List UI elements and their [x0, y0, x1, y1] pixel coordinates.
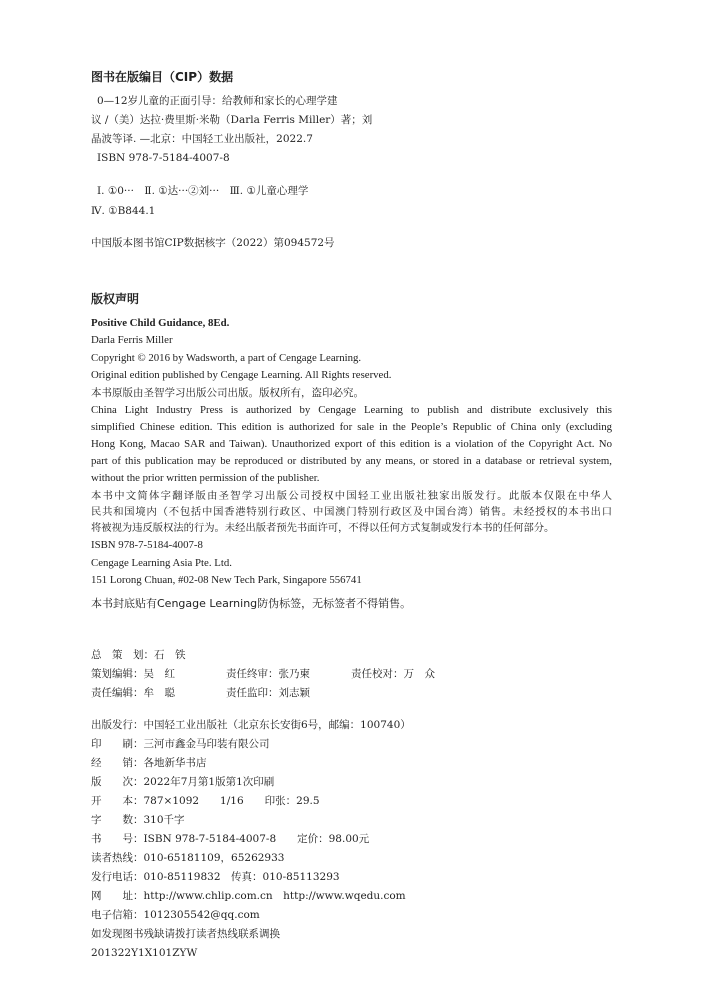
anti-counterfeit-notice: 本书封底贴有Cengage Learning防伪标签，无标签者不得销售。 — [91, 597, 412, 610]
planning-editor: 策划编辑：吴 红 — [91, 668, 175, 680]
copyright-heading: 版权声明 — [91, 292, 140, 306]
cn-authorization-line-3: 将被视为违反版权法的行为。未经出版者预先书面许可，不得以任何方式复制或发行本书的任何部分。 — [91, 522, 555, 534]
pub-defect-notice: 如发现图书残缺请拨打读者热线联系调换 — [91, 928, 280, 940]
cip-class-line-1: Ⅰ. ①0··· Ⅱ. ①达···②刘··· Ⅲ. ①儿童心理学 — [97, 185, 309, 197]
book-author: Darla Ferris Miller — [91, 334, 173, 346]
publisher-address: 151 Lorong Chuan, #02-08 New Tech Park, Singapore 556741 — [91, 574, 362, 586]
final-reviewer: 责任终审：张乃柬 — [226, 668, 310, 680]
cip-heading: 图书在版编目（CIP）数据 — [91, 70, 234, 84]
pub-sales-phone: 发行电话：010-85119832 传真：010-85113293 — [91, 871, 340, 883]
responsible-editor: 责任编辑：牟 聪 — [91, 687, 175, 699]
staff-row-3 — [91, 684, 310, 703]
pub-format: 开 本：787×1092 1/16 印张：29.5 — [91, 795, 320, 807]
cip-entry-line-3: 晶波等译. —北京：中国轻工业出版社，2022.7 — [91, 133, 313, 145]
original-edition-line: Original edition published by Cengage Learning. All Rights reserved. — [91, 369, 392, 381]
en-authorization-line-3: Hong Kong, Macao SAR and Taiwan). Unauthorized export of this edition is a violation of the Copyright Act. No — [91, 438, 612, 450]
pub-word-count: 字 数：310千字 — [91, 814, 185, 826]
cip-number: 中国版本图书馆CIP数据核字（2022）第094572号 — [91, 237, 335, 249]
proofreader: 责任校对：万 众 — [351, 668, 435, 680]
pub-isbn-price: 书 号：ISBN 978-7-5184-4007-8 定价：98.00元 — [91, 833, 370, 845]
cip-entry-line-2: 议 /（美）达拉·费里斯·米勒（Darla Ferris Miller）著；刘 — [91, 114, 373, 126]
book-title: Positive Child Guidance, 8Ed. — [91, 317, 230, 329]
pub-seller: 经 销：各地新华书店 — [91, 757, 207, 769]
cn-authorization-line-2: 民共和国境内（不包括中国香港特别行政区、中国澳门特别行政区及中国台湾）销售。未经授权的本书出口 — [91, 506, 612, 518]
cip-entry-line-1: 0—12岁儿童的正面引导：给教师和家长的心理学建 — [97, 95, 338, 107]
cn-authorization-line-1: 本书中文简体字翻译版由圣智学习出版公司授权中国轻工业出版社独家出版发行。此版本仅限在中华人 — [91, 490, 612, 502]
en-authorization-line-1: China Light Industry Press is authorized by Cengage Learning to publish and distribute exclusively this — [91, 404, 612, 416]
pub-code: 201322Y1X101ZYW — [91, 947, 198, 959]
staff-row-2 — [91, 665, 435, 684]
pub-printer: 印 刷：三河市鑫金马印装有限公司 — [91, 738, 270, 750]
publisher-name: Cengage Learning Asia Pte. Ltd. — [91, 557, 232, 569]
copyright-isbn: ISBN 978-7-5184-4007-8 — [91, 539, 203, 551]
copyright-line: Copyright © 2016 by Wadsworth, a part of Cengage Learning. — [91, 352, 362, 364]
staff-row-1 — [91, 646, 186, 665]
pub-website: 网 址：http://www.chlip.com.cn http://www.wqedu.com — [91, 890, 406, 902]
pub-email: 电子信箱：1012305542@qq.com — [91, 909, 260, 921]
pub-reader-hotline: 读者热线：010-65181109，65262933 — [91, 852, 285, 864]
chief-planner: 总 策 划：石 铁 — [91, 649, 186, 661]
en-authorization-line-2: simplified Chinese edition. This edition is authorized for sale in the People’s Republic of China only (excluding — [91, 421, 612, 433]
cip-isbn: ISBN 978-7-5184-4007-8 — [97, 152, 230, 164]
en-authorization-line-5: without the prior written permission of the publisher. — [91, 472, 320, 484]
cn-original-notice: 本书原版由圣智学习出版公司出版。版权所有，盗印必究。 — [91, 387, 364, 399]
print-supervisor: 责任监印：刘志颖 — [226, 687, 310, 699]
cip-class-line-2: Ⅳ. ①B844.1 — [91, 205, 156, 217]
en-authorization-line-4: part of this publication may be reproduced or distributed by any means, or stored in a database or retrieval system, — [91, 455, 612, 467]
pub-distributor: 出版发行：中国轻工业出版社（北京东长安街6号，邮编：100740） — [91, 719, 411, 731]
pub-edition: 版 次：2022年7月第1版第1次印刷 — [91, 776, 275, 788]
